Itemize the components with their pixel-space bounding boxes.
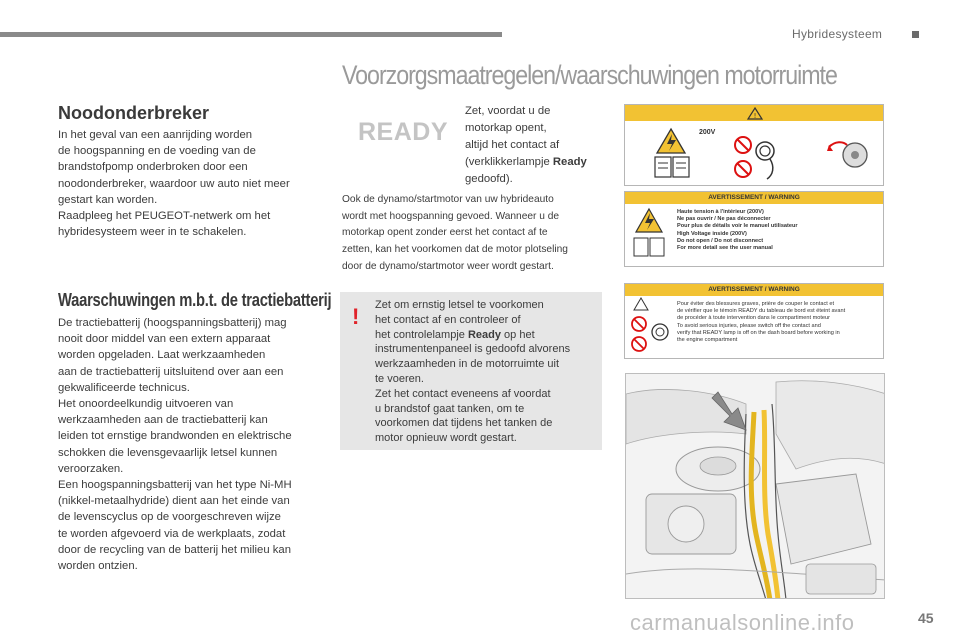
engine-compartment-illustration [625, 373, 885, 599]
watermark: carmanualsonline.info [630, 610, 855, 635]
engine-illustration-icon [626, 374, 885, 599]
warning-label-ready [624, 283, 884, 359]
warning-text-start: Zet om ernstig letsel te voorkomen het contact af en controleer of het controlelampje [375, 299, 544, 341]
section-title: Hybridesysteem [792, 27, 883, 41]
svg-text:!: ! [753, 112, 757, 120]
high-voltage-icon [625, 192, 675, 268]
exclamation-icon: ! [352, 304, 360, 329]
voltage-label: 200V [699, 129, 716, 136]
heading-noodonderbreker: Noodonderbreker [58, 103, 210, 123]
paragraph-tractiebatterij: De tractiebatterij (hoogspanningsbatterij) mag nooit door middel van een extern apparaat worden opgeladen. Laat werkzaamheden aan de tractiebatterij uitsluitend over aan een gekwalificeerde technicus. Het onoordeelkundig uitvoeren van werkzaamheden aan de tractiebatterij kan leiden tot ernstige brandwonden en elektrische schokken die levensgevaarlijk letsel kunnen veroorzaken. Een hoogspanningsbatterij van het type Ni-MH (nikkel-metaalhydride) dient aan het einde van de levenscyclus op de voorgeschreven wijze te worden afgevoerd via de werkplaats, zodat door de recycling van de batterij het milieu kan worden ontzien. [58, 317, 292, 573]
ready-instruction [465, 103, 605, 188]
header-bar [0, 32, 502, 37]
label-header: AVERTISSEMENT / WARNING [625, 192, 883, 204]
label-text: Pour éviter des blessures graves, prière de couper le contact et de vérifier que le témoin READY du tableau de bord est éteint avant de procéder à toute intervention dans le compartiment moteur To avoid serious injuries, please switch off the contact and verify that READY lamp is off on the dash board before working in the engine compartment [677, 301, 846, 344]
warning-label-high-voltage [624, 191, 884, 267]
section-marker [912, 31, 919, 38]
paragraph-noodonderbreker: In het geval van een aanrijding worden de hoogspanning en de voeding van de brandstofpomp onderbroken door een noodonderbreker, waardoor uw auto niet meer gestart kan worden. Raadpleeg het PEUGEOT-netwerk om het hybridesysteem weer in te schakelen. [58, 129, 290, 239]
warning-text [375, 298, 600, 446]
label-text: Haute tension à l'intérieur (200V) Ne pas ouvrir / Ne pas déconnecter Pour plus de détails voir le manuel utilisateur High Voltage inside (200V) Do not open / Do not disconnect For more detail see the user manual [677, 209, 798, 252]
page-title: Voorzorgsmaatregelen/waarschuwingen motorruimte [342, 60, 837, 90]
ready-text-end: gedoofd). [465, 173, 513, 185]
warning-pictograms-icon [625, 105, 885, 187]
warning-label-pictograms [624, 104, 884, 186]
heading-tractiebatterij: Waarschuwingen m.b.t. de tractiebatterij [58, 290, 332, 310]
page-number: 45 [918, 610, 934, 626]
ready-text-bold: Ready [552, 156, 587, 168]
ready-indicator: READY [358, 118, 449, 146]
label-header: AVERTISSEMENT / WARNING [625, 284, 883, 296]
warning-text-bold: Ready [467, 328, 501, 341]
warning-text-end: op het instrumentenpaneel is gedoofd alvorens werkzaamheden in de motorruimte uit te voeren. Zet het contact eveneens af voordat u brandstof gaat tanken, om te voorkomen dat tijdens het tanken de motor opnieuw wordt gestart. [375, 328, 571, 445]
no-touch-icon [625, 284, 677, 360]
paragraph-dynamo: Ook de dynamo/startmotor van uw hybrideauto wordt met hoogspanning gevoed. Wanneer u de motorkap opent zonder eerst het contact af te zetten, kan het voorkomen dat de motor plotseling door de dynamo/startmotor weer wordt gestart. [342, 194, 568, 272]
ready-text-start: Zet, voordat u de motorkap opent, altijd het contact af (verklikkerlampje [465, 105, 560, 168]
